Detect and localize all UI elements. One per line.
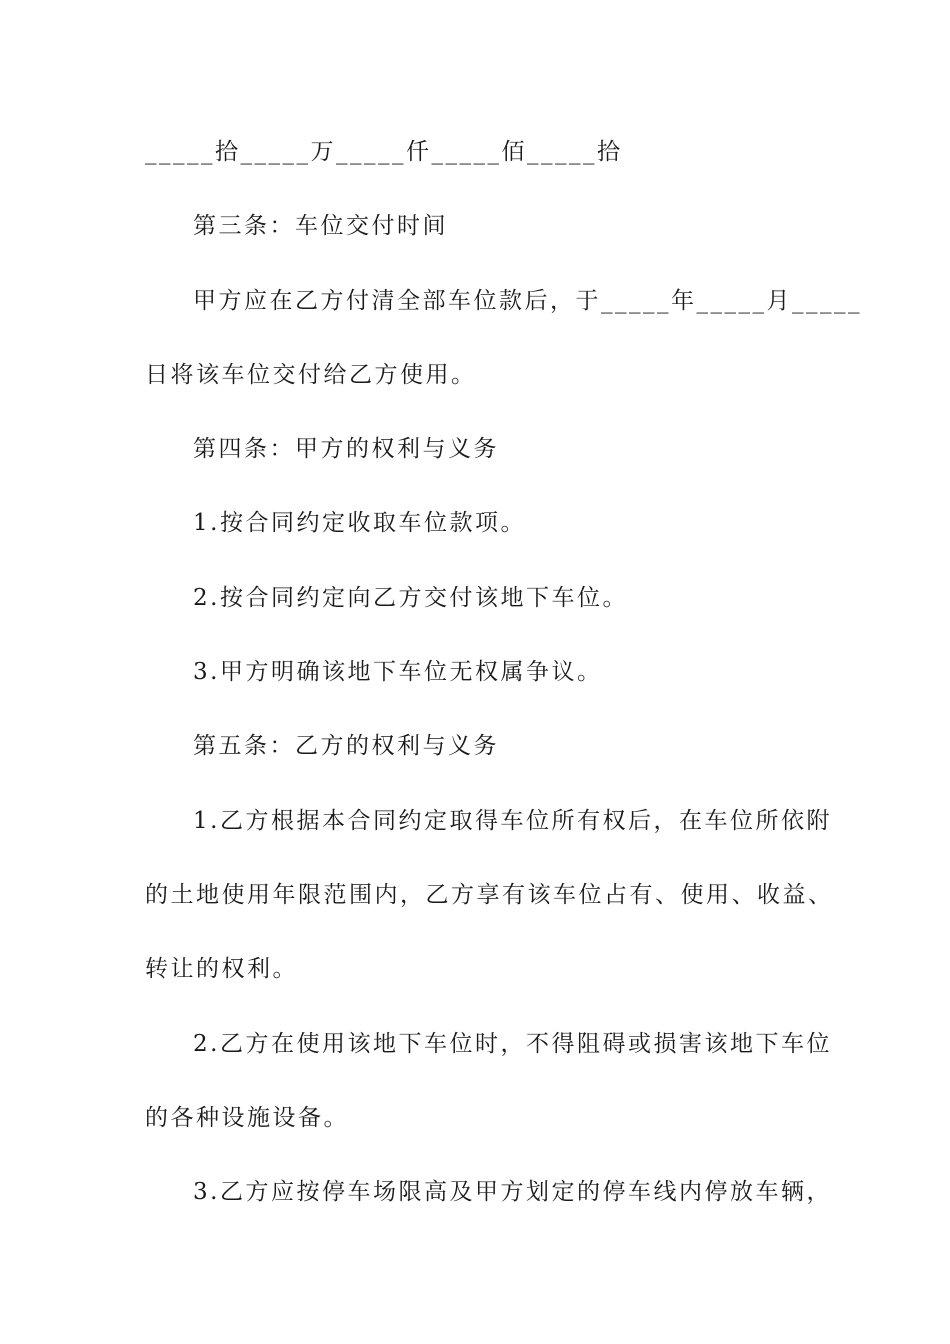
article-5-item-1-line-2: 的土地使用年限范围内，乙方享有该车位占有、使用、收益、 xyxy=(145,882,834,908)
article-5-item-1-line-1: 1.乙方根据本合同约定取得车位所有权后，在车位所依附 xyxy=(193,808,832,834)
article-4-item-3: 3.甲方明确该地下车位无权属争议。 xyxy=(193,659,603,685)
article-5-heading: 第五条：乙方的权利与义务 xyxy=(193,733,499,759)
article-4-heading: 第四条：甲方的权利与义务 xyxy=(193,436,499,462)
amount-blanks-line: _____拾_____万_____仟_____佰_____拾 xyxy=(145,139,623,165)
article-3-paragraph-line-1: 甲方应在乙方付清全部车位款后，于_____年_____月_____ xyxy=(193,288,862,314)
article-4-item-2: 2.按合同约定向乙方交付该地下车位。 xyxy=(193,585,628,611)
article-3-paragraph-line-2: 日将该车位交付给乙方使用。 xyxy=(145,362,477,388)
article-5-item-3-line-1: 3.乙方应按停车场限高及甲方划定的停车线内停放车辆， xyxy=(193,1179,832,1205)
article-3-heading: 第三条：车位交付时间 xyxy=(193,213,448,239)
article-5-item-2-line-1: 2.乙方在使用该地下车位时，不得阻碍或损害该地下车位 xyxy=(193,1031,832,1057)
article-5-item-2-line-2: 的各种设施设备。 xyxy=(145,1105,349,1131)
article-5-item-1-line-3: 转让的权利。 xyxy=(145,956,298,982)
article-4-item-1: 1.按合同约定收取车位款项。 xyxy=(193,510,526,536)
